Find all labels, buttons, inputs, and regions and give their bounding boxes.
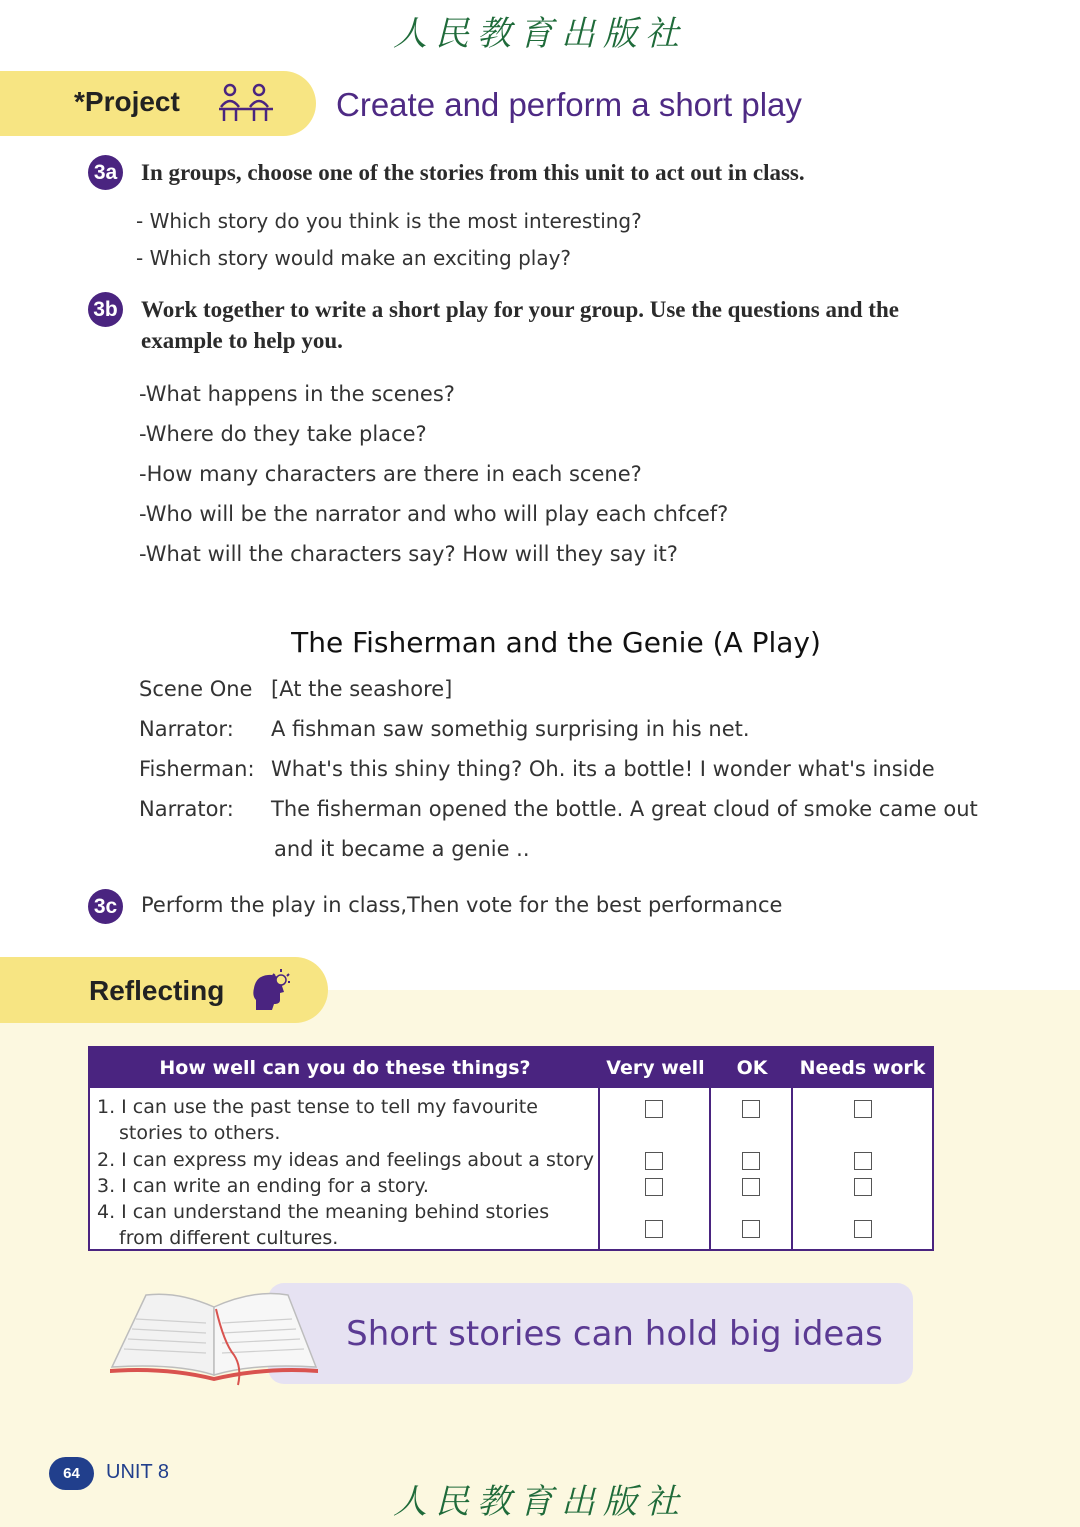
table-row-text: stories to others. [119, 1122, 281, 1144]
checkbox-row3-ok[interactable] [742, 1178, 760, 1196]
table-divider [791, 1048, 793, 1249]
checkbox-row2-very-well[interactable] [645, 1152, 663, 1170]
table-divider [598, 1048, 600, 1249]
checkbox-row1-very-well[interactable] [645, 1100, 663, 1118]
task-3b-question: -Who will be the narrator and who will play each chfcef? [139, 502, 729, 526]
checkbox-row4-very-well[interactable] [645, 1220, 663, 1238]
table-row-text: 2. I can express my ideas and feelings about a story [97, 1149, 594, 1171]
task-3a-instruction: In groups, choose one of the stories from this unit to act out in class. [141, 160, 805, 185]
table-row-text: from different cultures. [119, 1227, 339, 1249]
task-3a-bullet: - Which story do you think is the most interesting? [136, 209, 642, 233]
task-badge-3c: 3c [88, 889, 123, 924]
play-line-label: Scene One [139, 677, 253, 701]
checkbox-row4-ok[interactable] [742, 1220, 760, 1238]
play-line-text: What's this shiny thing? Oh. its a bottle! I wonder what's inside [271, 757, 935, 781]
play-line-continuation: and it became a genie .. [274, 837, 530, 861]
task-3b-question: -How many characters are there in each scene? [139, 462, 642, 486]
task-3b-question: -What will the characters say? How will they say it? [139, 542, 678, 566]
table-row-text: 1. I can use the past tense to tell my favourite [97, 1096, 538, 1118]
checkbox-row3-needs-work[interactable] [854, 1178, 872, 1196]
publisher-logo-top: 人民教育出版社 [393, 14, 687, 54]
motto-text: Short stories can hold big ideas [346, 1313, 883, 1354]
task-3a-bullet: - Which story would make an exciting play? [136, 246, 572, 270]
play-line-text: The fisherman opened the bottle. A great cloud of smoke came out [271, 797, 978, 821]
thinking-head-icon [250, 966, 292, 1014]
play-line-text: [At the seashore] [271, 677, 453, 701]
publisher-logo-bottom: 人民教育出版社 [393, 1482, 687, 1522]
checkbox-row4-needs-work[interactable] [854, 1220, 872, 1238]
task-3b-question: -What happens in the scenes? [139, 382, 455, 406]
reflection-table [88, 1046, 934, 1251]
play-line-label: Narrator: [139, 797, 234, 821]
table-divider [709, 1048, 711, 1249]
play-line-label: Narrator: [139, 717, 234, 741]
task-3b-instruction-line2: example to help you. [141, 328, 343, 353]
task-badge-3b: 3b [88, 292, 123, 327]
play-title: The Fisherman and the Genie (A Play) [291, 626, 821, 659]
page-number: 64 [49, 1457, 94, 1490]
table-header-ok: OK [711, 1048, 793, 1088]
play-line-label: Fisherman: [139, 757, 255, 781]
reflecting-label: Reflecting [89, 975, 225, 1006]
checkbox-row2-ok[interactable] [742, 1152, 760, 1170]
task-3b-question: -Where do they take place? [139, 422, 427, 446]
unit-label: UNIT 8 [106, 1461, 169, 1483]
project-label: *Project [74, 86, 180, 117]
group-people-icon [216, 81, 276, 125]
table-header-very-well: Very well [600, 1048, 711, 1088]
table-row-text: 4. I can understand the meaning behind stories [97, 1201, 550, 1223]
checkbox-row2-needs-work[interactable] [854, 1152, 872, 1170]
play-line-text: A fishman saw somethig surprising in his net. [271, 717, 750, 741]
project-title: Create and perform a short play [336, 86, 802, 123]
task-badge-3a: 3a [88, 155, 123, 190]
task-3c-instruction: Perform the play in class,Then vote for the best performance [141, 893, 783, 917]
checkbox-row3-very-well[interactable] [645, 1178, 663, 1196]
task-3b-instruction-line1: Work together to write a short play for your group. Use the questions and the [141, 297, 899, 322]
table-row-text: 3. I can write an ending for a story. [97, 1175, 429, 1197]
table-header-skills: How well can you do these things? [90, 1048, 600, 1088]
checkbox-row1-needs-work[interactable] [854, 1100, 872, 1118]
checkbox-row1-ok[interactable] [742, 1100, 760, 1118]
table-header-needs-work: Needs work [793, 1048, 932, 1088]
